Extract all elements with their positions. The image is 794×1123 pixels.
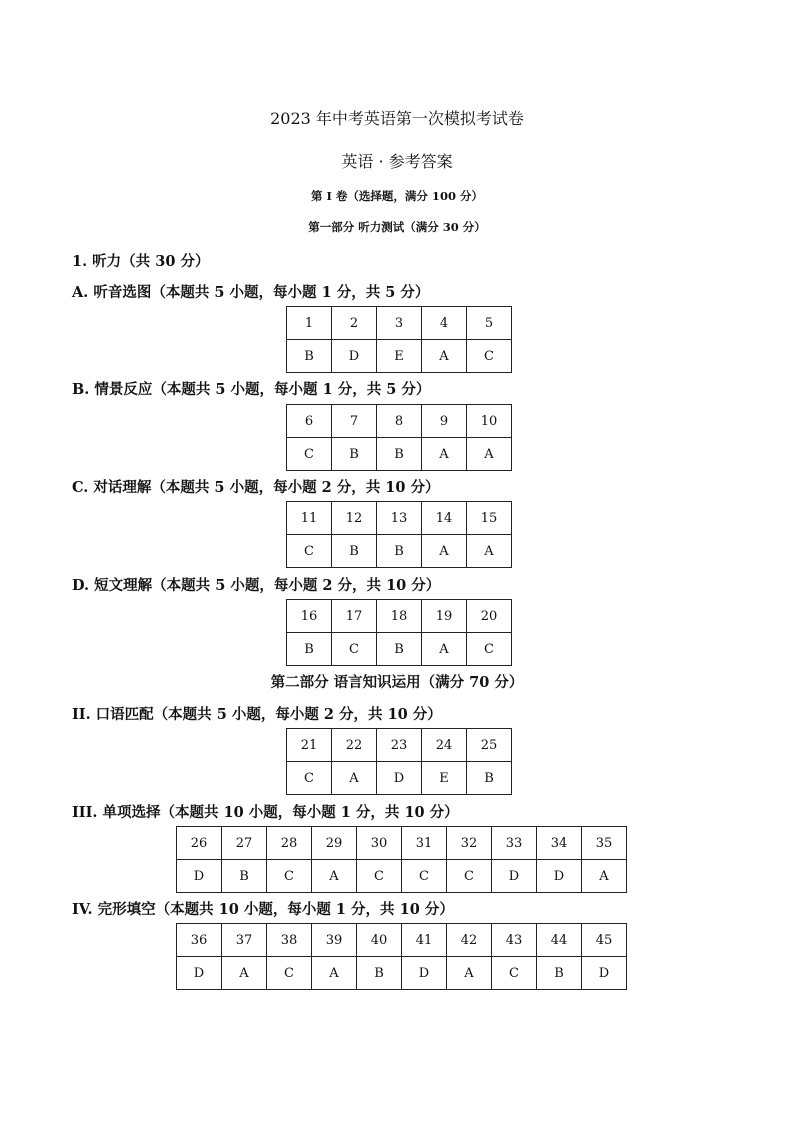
section-heading-a: A. 听音选图（本题共 5 小题，每小题 1 分，共 5 分） (72, 284, 430, 301)
answer-table-a (286, 306, 512, 373)
answer-table-iv (176, 923, 627, 990)
answer-cell: D (402, 957, 447, 990)
question-number: 45 (582, 924, 627, 957)
answer-cell: B (467, 762, 512, 795)
volume-title: 第 I 卷（选择题，满分 100 分） (311, 189, 483, 203)
answer-cell: B (332, 438, 377, 471)
question-number: 37 (222, 924, 267, 957)
question-number: 5 (467, 307, 512, 340)
answer-cell: E (377, 340, 422, 373)
answer-cell: B (222, 860, 267, 893)
answer-cell: D (537, 860, 582, 893)
part1-title: 第一部分 听力测试（满分 30 分） (308, 220, 486, 234)
question-number-row (287, 405, 512, 438)
answer-row (287, 438, 512, 471)
answer-cell: C (467, 340, 512, 373)
question-number: 24 (422, 729, 467, 762)
section-heading-b: B. 情景反应（本题共 5 小题，每小题 1 分，共 5 分） (72, 381, 431, 398)
answer-cell: D (377, 762, 422, 795)
answer-cell: A (422, 535, 467, 568)
answer-cell: A (467, 438, 512, 471)
answer-row (177, 957, 627, 990)
question-number: 26 (177, 827, 222, 860)
question-number: 13 (377, 502, 422, 535)
question-number-row (287, 729, 512, 762)
question-number-row (177, 924, 627, 957)
question-number: 12 (332, 502, 377, 535)
answer-cell: A (422, 438, 467, 471)
question-number: 22 (332, 729, 377, 762)
answer-cell: A (312, 860, 357, 893)
question-number: 8 (377, 405, 422, 438)
question-number: 2 (332, 307, 377, 340)
question-number: 19 (422, 600, 467, 633)
question-number: 17 (332, 600, 377, 633)
part2-title: 第二部分 语言知识运用（满分 70 分） (270, 674, 524, 691)
question-number: 3 (377, 307, 422, 340)
answer-cell: A (582, 860, 627, 893)
answer-row (287, 762, 512, 795)
answer-row (177, 860, 627, 893)
question-number: 35 (582, 827, 627, 860)
answer-row (287, 340, 512, 373)
question-number: 32 (447, 827, 492, 860)
question-number-row (287, 502, 512, 535)
question-number: 4 (422, 307, 467, 340)
question-number-row (177, 827, 627, 860)
answer-cell: A (312, 957, 357, 990)
answer-cell: C (357, 860, 402, 893)
answer-cell: A (467, 535, 512, 568)
question-number: 9 (422, 405, 467, 438)
answer-cell: C (287, 438, 332, 471)
question-number: 33 (492, 827, 537, 860)
question-number: 14 (422, 502, 467, 535)
question-number: 27 (222, 827, 267, 860)
section-heading-iv: IV. 完形填空（本题共 10 小题，每小题 1 分，共 10 分） (72, 901, 454, 918)
answer-cell: B (377, 535, 422, 568)
answer-cell: A (422, 633, 467, 666)
answer-table-iii (176, 826, 627, 893)
document-title: 2023 年中考英语第一次模拟考试卷 (270, 109, 524, 128)
question-number-row (287, 307, 512, 340)
question-number: 25 (467, 729, 512, 762)
answer-cell: A (222, 957, 267, 990)
question-number: 40 (357, 924, 402, 957)
answer-cell: C (447, 860, 492, 893)
question-number: 18 (377, 600, 422, 633)
question-number: 42 (447, 924, 492, 957)
answer-cell: D (332, 340, 377, 373)
question-number: 28 (267, 827, 312, 860)
section-heading-iii: III. 单项选择（本题共 10 小题，每小题 1 分，共 10 分） (72, 804, 459, 821)
answer-cell: C (332, 633, 377, 666)
answer-cell: C (492, 957, 537, 990)
question-number-row (287, 600, 512, 633)
answer-cell: C (402, 860, 447, 893)
question-number: 31 (402, 827, 447, 860)
answer-cell: A (422, 340, 467, 373)
answer-cell: A (447, 957, 492, 990)
question-number: 7 (332, 405, 377, 438)
question-number: 10 (467, 405, 512, 438)
section-heading-c: C. 对话理解（本题共 5 小题，每小题 2 分，共 10 分） (72, 479, 440, 496)
question-number: 38 (267, 924, 312, 957)
answer-row (287, 633, 512, 666)
answer-cell: B (287, 340, 332, 373)
answer-cell: E (422, 762, 467, 795)
question-number: 43 (492, 924, 537, 957)
question-number: 15 (467, 502, 512, 535)
question-number: 11 (287, 502, 332, 535)
answer-cell: C (267, 957, 312, 990)
question-number: 29 (312, 827, 357, 860)
question-number: 16 (287, 600, 332, 633)
section-heading-d: D. 短文理解（本题共 5 小题，每小题 2 分，共 10 分） (72, 577, 441, 594)
answer-cell: D (177, 957, 222, 990)
question-number: 36 (177, 924, 222, 957)
answer-table-d (286, 599, 512, 666)
question-number: 41 (402, 924, 447, 957)
question-number: 23 (377, 729, 422, 762)
answer-cell: B (332, 535, 377, 568)
answer-cell: B (377, 633, 422, 666)
section-heading-listening: 1. 听力（共 30 分） (72, 253, 210, 270)
question-number: 6 (287, 405, 332, 438)
answer-cell: C (287, 535, 332, 568)
answer-cell: A (332, 762, 377, 795)
answer-table-b (286, 404, 512, 471)
answer-row (287, 535, 512, 568)
answer-cell: C (267, 860, 312, 893)
answer-table-ii (286, 728, 512, 795)
question-number: 1 (287, 307, 332, 340)
document-subtitle: 英语 · 参考答案 (341, 152, 453, 171)
answer-cell: C (287, 762, 332, 795)
question-number: 20 (467, 600, 512, 633)
question-number: 44 (537, 924, 582, 957)
answer-cell: B (537, 957, 582, 990)
answer-cell: D (582, 957, 627, 990)
question-number: 21 (287, 729, 332, 762)
answer-cell: C (467, 633, 512, 666)
question-number: 30 (357, 827, 402, 860)
answer-cell: B (377, 438, 422, 471)
answer-cell: D (492, 860, 537, 893)
answer-cell: B (357, 957, 402, 990)
answer-cell: B (287, 633, 332, 666)
question-number: 39 (312, 924, 357, 957)
question-number: 34 (537, 827, 582, 860)
answer-table-c (286, 501, 512, 568)
answer-cell: D (177, 860, 222, 893)
section-heading-ii: II. 口语匹配（本题共 5 小题，每小题 2 分，共 10 分） (72, 706, 442, 723)
